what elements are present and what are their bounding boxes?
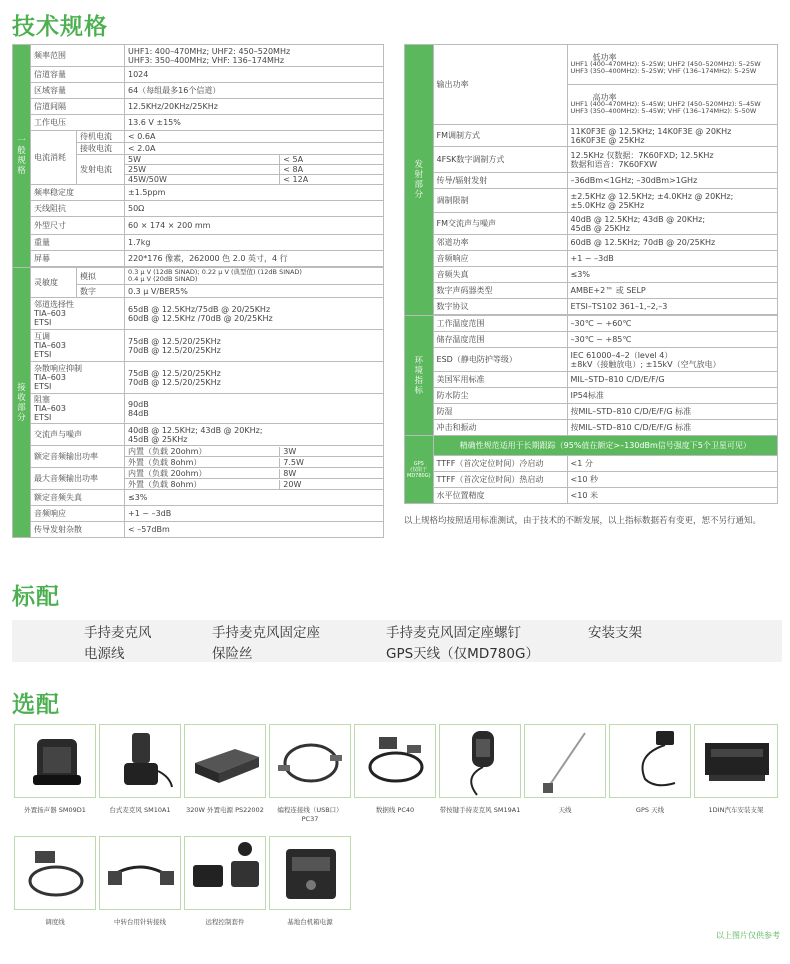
accessory-caption: GPS 天线 bbox=[635, 806, 665, 814]
spec-label: 频率范围 bbox=[31, 45, 125, 67]
spec-label: 频率稳定度 bbox=[31, 185, 125, 201]
gps-banner: 精确性规范适用于长期跟踪（95%值在额定>–130dBm信号强度下5个卫星可见） bbox=[433, 436, 777, 456]
spec-label: 杂散响应抑制 TIA–603 ETSI bbox=[31, 362, 125, 394]
standard-item: 保险丝 bbox=[212, 646, 253, 662]
spec-label: 额定音频失真 bbox=[31, 490, 125, 506]
spec-value: 12.5KHz 仅数据：7K60FXD; 12.5KHz 数据和语音：7K60FXW bbox=[567, 147, 777, 173]
spec-value: +1 ~ –3dB bbox=[567, 251, 777, 267]
spec-value: 25W bbox=[125, 165, 280, 174]
accessory-caption: 中转台用针转接线 bbox=[114, 918, 166, 926]
spec-label: 音频失真 bbox=[433, 267, 567, 283]
base-station-power-box-image bbox=[269, 836, 351, 910]
spec-label: 防湿 bbox=[433, 404, 567, 420]
spec-value: 3W bbox=[283, 446, 297, 456]
accessory-caption: 编程连接线（USB口） PC37 bbox=[277, 806, 343, 823]
remote-control-kit-image bbox=[184, 836, 266, 910]
spec-label: 传导/辐射发射 bbox=[433, 173, 567, 189]
spec-label: 阻塞 TIA–603 ETSI bbox=[31, 394, 125, 424]
spec-value bbox=[567, 45, 777, 85]
spec-value: +1 ~ –3dB bbox=[125, 506, 384, 522]
spec-label: FM交流声与噪声 bbox=[433, 213, 567, 235]
spec-value: ≤3% bbox=[567, 267, 777, 283]
standard-item: 手持麦克风 bbox=[84, 625, 152, 641]
spec-value: < 5A bbox=[283, 155, 304, 164]
dispatch-cable-image bbox=[14, 836, 96, 910]
spec-label: 数字声码器类型 bbox=[433, 283, 567, 299]
spec-value: < 8A bbox=[283, 165, 304, 174]
spec-label: 调制限制 bbox=[433, 189, 567, 213]
spec-value: 40dB @ 12.5KHz; 43dB @ 20KHz; 45dB @ 25KHz bbox=[125, 424, 384, 446]
spec-label: 邻道选择性 TIA–603 ETSI bbox=[31, 298, 125, 330]
spec-value: –36dBm<1GHz; –30dBm>1GHz bbox=[567, 173, 777, 189]
external-speaker-image bbox=[14, 724, 96, 798]
spec-value: 内置（负载 20ohm） bbox=[125, 469, 280, 478]
spec-value: –30℃ ~ +85℃ bbox=[567, 332, 777, 348]
section-general: 一 般 规 格 bbox=[13, 45, 31, 268]
spec-value: < 2.0A bbox=[125, 143, 384, 155]
section-gps: GPS (仅限于MD780G) bbox=[405, 436, 434, 504]
standard-item: 电源线 bbox=[84, 646, 125, 662]
spec-value: <10 米 bbox=[567, 488, 777, 504]
spec-label: TTFF（首次定位时间）热启动 bbox=[433, 472, 567, 488]
spec-value: < 12A bbox=[283, 175, 309, 184]
spec-value: 220*176 像素，262000 色 2.0 英寸，4 行 bbox=[125, 251, 384, 267]
spec-value: ETSI–TS102 361–1,–2,–3 bbox=[567, 299, 777, 315]
spec-value: –30℃ ~ +60℃ bbox=[567, 316, 777, 332]
spec-label: 电流消耗 bbox=[31, 131, 77, 185]
spec-label: 信道容量 bbox=[31, 67, 125, 83]
repeater-adapter-cable-image bbox=[99, 836, 181, 910]
desk-microphone-image bbox=[99, 724, 181, 798]
power-high-label: 高功率 bbox=[592, 93, 617, 102]
spec-value: 11K0F3E @ 12.5KHz; 14K0F3E @ 20KHz 16K0F3E @ 25KHz bbox=[567, 125, 777, 147]
spec-value: ±2.5KHz @ 12.5KHz; ±4.0KHz @ 20KHz; ±5.0KHz @ 25KHz bbox=[567, 189, 777, 213]
spec-value: <10 秒 bbox=[567, 472, 777, 488]
power-low-label: 低功率 bbox=[592, 53, 617, 62]
spec-label: 音频响应 bbox=[31, 506, 125, 522]
spec-label: 储存温度范围 bbox=[433, 332, 567, 348]
spec-value: 7.5W bbox=[283, 457, 304, 467]
spec-value: 12.5KHz/20KHz/25KHz bbox=[125, 99, 384, 115]
spec-value: 0.3 μ V/BER5% bbox=[125, 285, 384, 298]
optional-heading: 选配 bbox=[12, 692, 60, 718]
accessory-caption: 天线 bbox=[558, 806, 572, 814]
spec-value: 1024 bbox=[125, 67, 384, 83]
spec-value: IEC 61000–4–2（level 4） ±8kV（接触放电）; ±15kV（空气放电） bbox=[567, 348, 777, 372]
disclaimer-note: 以上规格均按照适用标准测试，由于技术的不断发展，以上指标数据若有变更，恕不另行通知。 bbox=[404, 516, 762, 526]
spec-sublabel: 发射电流 bbox=[77, 155, 125, 185]
spec-label: 外型尺寸 bbox=[31, 217, 125, 235]
spec-label: FM调制方式 bbox=[433, 125, 567, 147]
spec-sublabel: 接收电流 bbox=[77, 143, 125, 155]
spec-label: 水平位置精度 bbox=[433, 488, 567, 504]
spec-sublabel: 模拟 bbox=[77, 268, 125, 285]
spec-value: ≤3% bbox=[125, 490, 384, 506]
spec-sublabel: 数字 bbox=[77, 285, 125, 298]
spec-label: 传导发射杂散 bbox=[31, 522, 125, 538]
accessory-caption: 远程控制套件 bbox=[205, 918, 245, 926]
spec-value: 外置（负载 8ohm） bbox=[125, 480, 280, 489]
spec-value: ±1.5ppm bbox=[125, 185, 384, 201]
spec-label: ESD（静电防护等级） bbox=[433, 348, 567, 372]
accessory-caption: 带按键手持麦克风 SM19A1 bbox=[439, 806, 521, 814]
spec-value: UHF1: 400–470MHz; UHF2: 450–520MHz UHF3: 350–400MHz; VHF: 136–174MHz bbox=[125, 45, 384, 67]
spec-label: 重量 bbox=[31, 235, 125, 251]
spec-value: 40dB @ 12.5KHz; 43dB @ 20KHz; 45dB @ 25KHz bbox=[567, 213, 777, 235]
section-transmit: 发 射 部 分 bbox=[405, 45, 434, 316]
spec-label: 工作电压 bbox=[31, 115, 125, 131]
spec-label: 输出功率 bbox=[433, 45, 567, 125]
spec-value: 20W bbox=[283, 479, 302, 489]
power-low-value: UHF1 (400–470MHz): 5–25W; UHF2 (450–520MHz): 5–25W UHF3 (350–400MHz): 5–25W; VHF (136–174MHz): 5–25W bbox=[570, 60, 761, 75]
standard-item: 安装支架 bbox=[588, 625, 642, 641]
spec-label: 4FSK数字调制方式 bbox=[433, 147, 567, 173]
spec-value: < 0.6A bbox=[125, 131, 384, 143]
spec-value: <1 分 bbox=[567, 456, 777, 472]
standard-item: GPS天线（仅MD780G） bbox=[386, 646, 539, 662]
din-mount-bracket-image bbox=[694, 724, 778, 798]
accessory-caption: 基地台机箱电源 bbox=[287, 918, 333, 926]
spec-value: 13.6 V ±15% bbox=[125, 115, 384, 131]
spec-value: 60dB @ 12.5KHz; 70dB @ 20/25KHz bbox=[567, 235, 777, 251]
spec-value: 75dB @ 12.5/20/25KHz 70dB @ 12.5/20/25KHz bbox=[125, 362, 384, 394]
gps-antenna-image bbox=[609, 724, 691, 798]
accessory-caption: 1DIN汽车安装支架 bbox=[708, 806, 764, 814]
spec-value: 60 × 174 × 200 mm bbox=[125, 217, 384, 235]
spec-value: 75dB @ 12.5/20/25KHz 70dB @ 12.5/20/25KHz bbox=[125, 330, 384, 362]
standard-heading: 标配 bbox=[12, 584, 60, 610]
power-high-value: UHF1 (400–470MHz): 5–45W; UHF2 (450–520MHz): 5–45W UHF3 (350–400MHz): 5–45W; VHF (136–174MHz): 5–50W bbox=[570, 100, 761, 115]
section-environment: 环 境 指 标 bbox=[405, 316, 434, 436]
antenna-image bbox=[524, 724, 606, 798]
spec-value: 5W bbox=[125, 155, 280, 164]
usb-programming-cable-image bbox=[269, 724, 351, 798]
keypad-microphone-image bbox=[439, 724, 521, 798]
accessory-caption: 台式麦克风 SM10A1 bbox=[109, 806, 171, 814]
spec-label: 区域容量 bbox=[31, 83, 125, 99]
spec-value: < –57dBm bbox=[125, 522, 384, 538]
spec-label: 信道间隔 bbox=[31, 99, 125, 115]
spec-sublabel: 待机电流 bbox=[77, 131, 125, 143]
spec-label: 互调 TIA–603 ETSI bbox=[31, 330, 125, 362]
spec-table-left bbox=[12, 44, 384, 538]
spec-label: 屏幕 bbox=[31, 251, 125, 267]
spec-label: 数字协议 bbox=[433, 299, 567, 315]
spec-value: 1.7kg bbox=[125, 235, 384, 251]
spec-value: 8W bbox=[283, 468, 297, 478]
spec-value: 64（每组最多16个信道） bbox=[125, 83, 384, 99]
standard-item: 手持麦克风固定座螺钉 bbox=[386, 625, 521, 641]
spec-value: 外置（负载 8ohm） bbox=[125, 458, 280, 467]
accessory-caption: 调度线 bbox=[45, 918, 65, 926]
accessory-caption: 320W 外置电源 PS22002 bbox=[186, 806, 264, 814]
spec-value: IP54标准 bbox=[567, 388, 777, 404]
accessory-caption: 数据线 PC40 bbox=[375, 806, 415, 814]
spec-value bbox=[567, 85, 777, 125]
spec-value: AMBE+2™ 或 SELP bbox=[567, 283, 777, 299]
specs-heading: 技术规格 bbox=[12, 14, 108, 40]
spec-value: 按MIL–STD–810 C/D/E/F/G 标准 bbox=[567, 420, 777, 436]
spec-label: 天线阻抗 bbox=[31, 201, 125, 217]
spec-label: 最大音频输出功率 bbox=[31, 468, 125, 490]
standard-item: 手持麦克风固定座 bbox=[212, 625, 320, 641]
spec-value: 50Ω bbox=[125, 201, 384, 217]
spec-value: MIL–STD–810 C/D/E/F/G bbox=[567, 372, 777, 388]
spec-label: 交流声与噪声 bbox=[31, 424, 125, 446]
spec-label: 防水防尘 bbox=[433, 388, 567, 404]
spec-value: 45W/50W bbox=[125, 175, 280, 184]
accessory-caption: 外置扬声器 SM09D1 bbox=[24, 806, 86, 814]
spec-label: 音频响应 bbox=[433, 251, 567, 267]
spec-label: 工作温度范围 bbox=[433, 316, 567, 332]
image-reference-note: 以上图片仅供参考 bbox=[716, 931, 780, 940]
spec-label: 邻道功率 bbox=[433, 235, 567, 251]
spec-label: 额定音频输出功率 bbox=[31, 446, 125, 468]
spec-value: 按MIL–STD–810 C/D/E/F/G 标准 bbox=[567, 404, 777, 420]
spec-label: 灵敏度 bbox=[31, 268, 77, 298]
data-cable-image bbox=[354, 724, 436, 798]
spec-value: 内置（负载 20ohm） bbox=[125, 447, 280, 456]
section-receive: 接 收 部 分 bbox=[13, 268, 31, 538]
spec-label: TTFF（首次定位时间）冷启动 bbox=[433, 456, 567, 472]
spec-label: 冲击和振动 bbox=[433, 420, 567, 436]
spec-value: 65dB @ 12.5KHz/75dB @ 20/25KHz 60dB @ 12.5KHz /70dB @ 20/25KHz bbox=[125, 298, 384, 330]
spec-value: 0.3 μ V (12dB SINAD); 0.22 μ V (典型值) (12dB SINAD) 0.4 μ V (20dB SINAD) bbox=[125, 268, 384, 285]
spec-value: 90dB 84dB bbox=[125, 394, 384, 424]
spec-table-right bbox=[404, 44, 778, 504]
spec-label: 美国军用标准 bbox=[433, 372, 567, 388]
power-supply-image bbox=[184, 724, 266, 798]
